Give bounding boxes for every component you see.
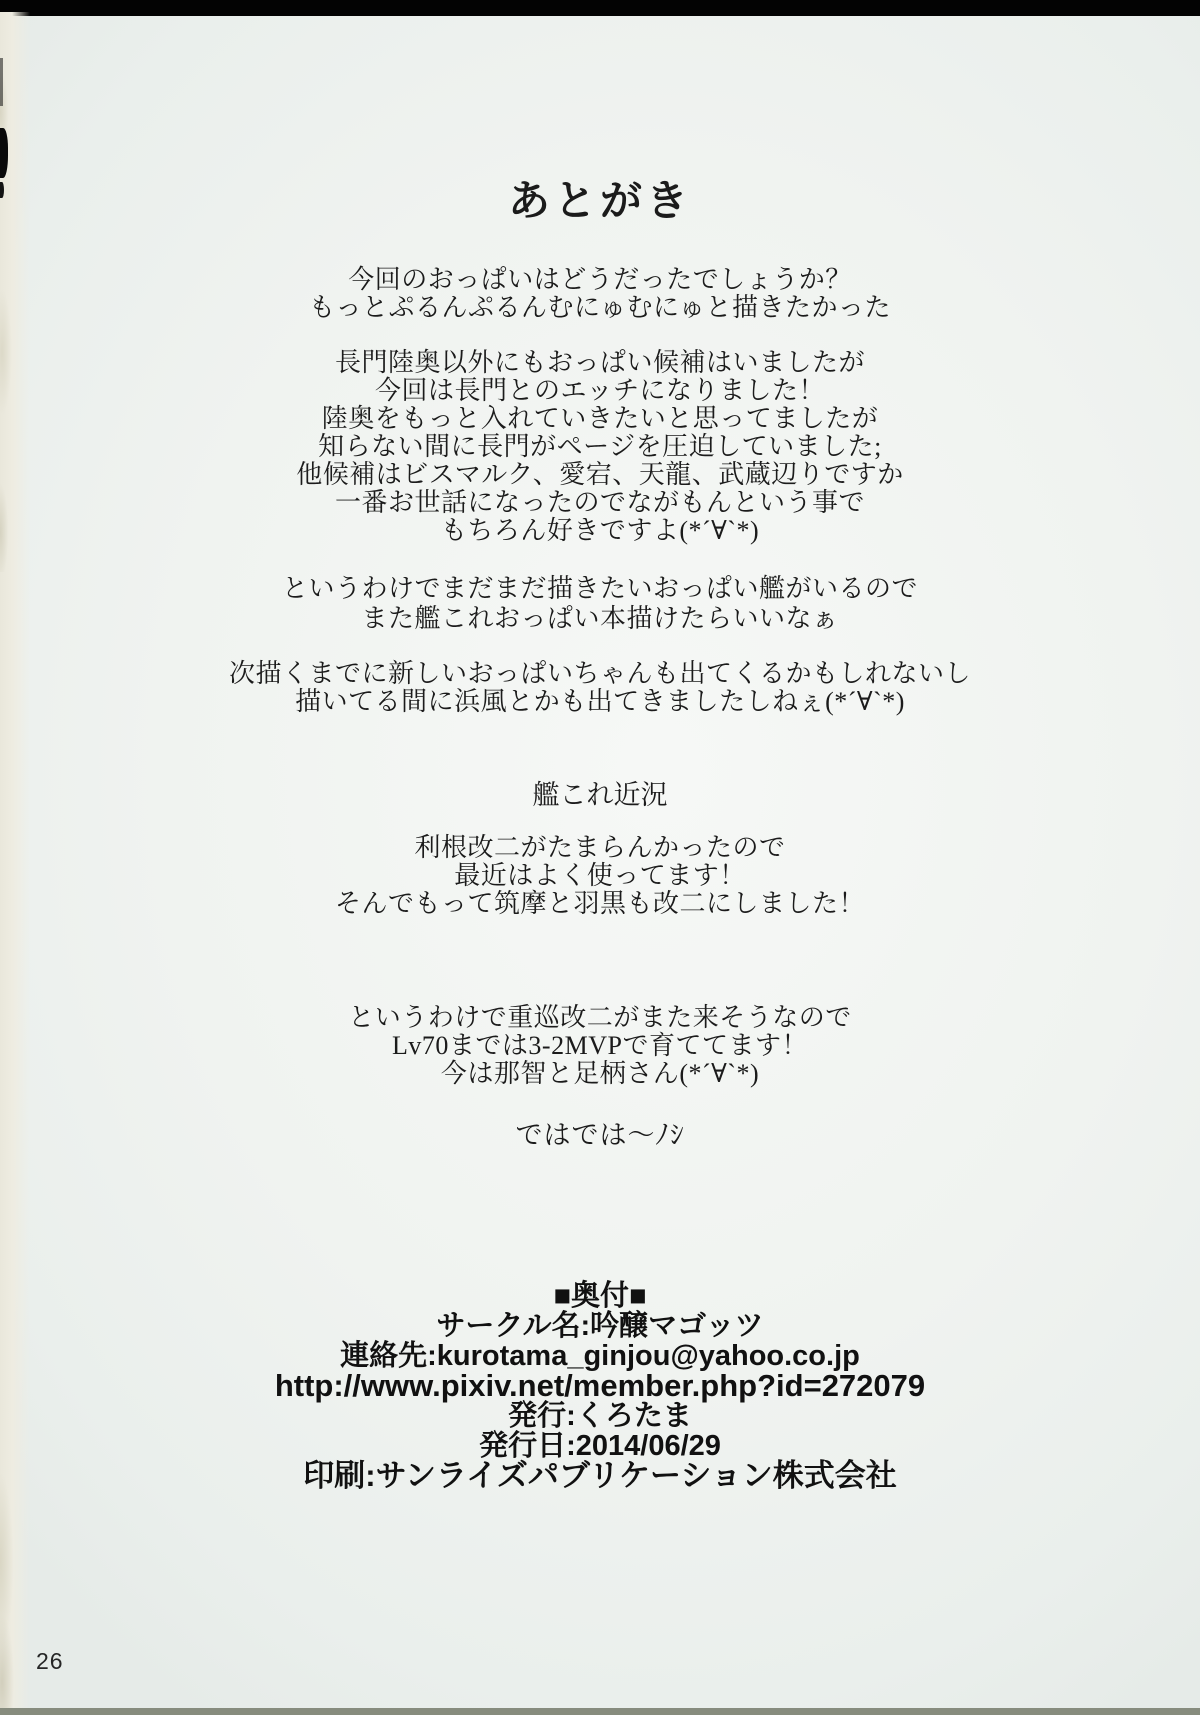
text-line: 今は那智と足柄さん(*´∀`*) <box>440 1059 760 1088</box>
colophon-publisher: 発行:くろたま <box>508 1400 692 1432</box>
text-line: というわけで重巡改二がまた来そうなので <box>348 1003 852 1032</box>
text-line: 知らない間に長門がページを圧迫していました; <box>318 432 882 461</box>
colophon-pixiv-url: http://www.pixiv.net/member.php?id=272079 <box>274 1368 926 1403</box>
section-heading: 艦これ近況 <box>532 780 668 810</box>
text-line: Lv70までは3-2MVPで育ててます！ <box>392 1031 808 1060</box>
afterword-title: あとがき <box>507 179 692 225</box>
text-line: 長門陸奥以外にもおっぱい候補はいましたが <box>334 348 865 377</box>
text-line: 他候補はビスマルク、愛宕、天龍、武蔵辺りですか <box>296 460 904 489</box>
text-line: 利根改二がたまらんかったので <box>414 833 786 862</box>
paragraph <box>50 266 1150 322</box>
text-line: 次描くまでに新しいおっぱいちゃんも出てくるかもしれないし <box>228 659 971 688</box>
page-number: 26 <box>36 1648 64 1674</box>
text-line: というわけでまだまだ描きたいおっぱい艦がいるので <box>281 574 918 603</box>
colophon-heading: ■奥付■ <box>553 1280 647 1312</box>
scan-artifact <box>0 182 4 198</box>
text-line: 今回のおっぱいはどうだったでしょうか？ <box>348 265 852 294</box>
text-line: 最近はよく使ってます！ <box>454 861 746 890</box>
sign-off: ではでは～ﾉｼ <box>515 1120 685 1150</box>
paragraph <box>50 574 1150 634</box>
colophon-contact-email: 連絡先:kurotama_ginjou@yahoo.co.jp <box>340 1340 860 1372</box>
colophon-publish-date: 発行日:2014/06/29 <box>479 1430 721 1462</box>
scan-edge-bottom <box>0 1708 1200 1715</box>
paragraph <box>50 1004 1150 1088</box>
text-line: そんでもって筑摩と羽黒も改二にしました！ <box>334 889 865 918</box>
text-line: 一番お世話になったのでながもんという事で <box>334 488 865 517</box>
text-line: もっとぷるんぷるんむにゅむにゅと描きたかった <box>309 293 891 322</box>
colophon-circle-name: サークル名:吟醸マゴッツ <box>436 1310 764 1342</box>
torn-paper-edge <box>0 12 30 1715</box>
paragraph <box>50 660 1150 716</box>
text-line: もちろん好きですよ(*´∀`*) <box>440 516 760 545</box>
paragraph <box>50 349 1150 545</box>
paragraph <box>50 834 1150 918</box>
text-line: 今回は長門とのエッチになりました！ <box>375 376 825 405</box>
text-line: 陸奥をもっと入れていきたいと思ってましたが <box>321 404 879 433</box>
scan-edge-top <box>0 0 1200 16</box>
colophon <box>50 1281 1150 1491</box>
text-line: また艦これおっぱい本描けたらいいなぁ <box>361 604 839 633</box>
scan-artifact <box>0 58 3 106</box>
colophon-printer: 印刷:サンライズパブリケーション株式会社 <box>303 1458 897 1493</box>
text-line: 描いてる間に浜風とかも出てきましたしねぇ(*´∀`*) <box>295 687 905 716</box>
